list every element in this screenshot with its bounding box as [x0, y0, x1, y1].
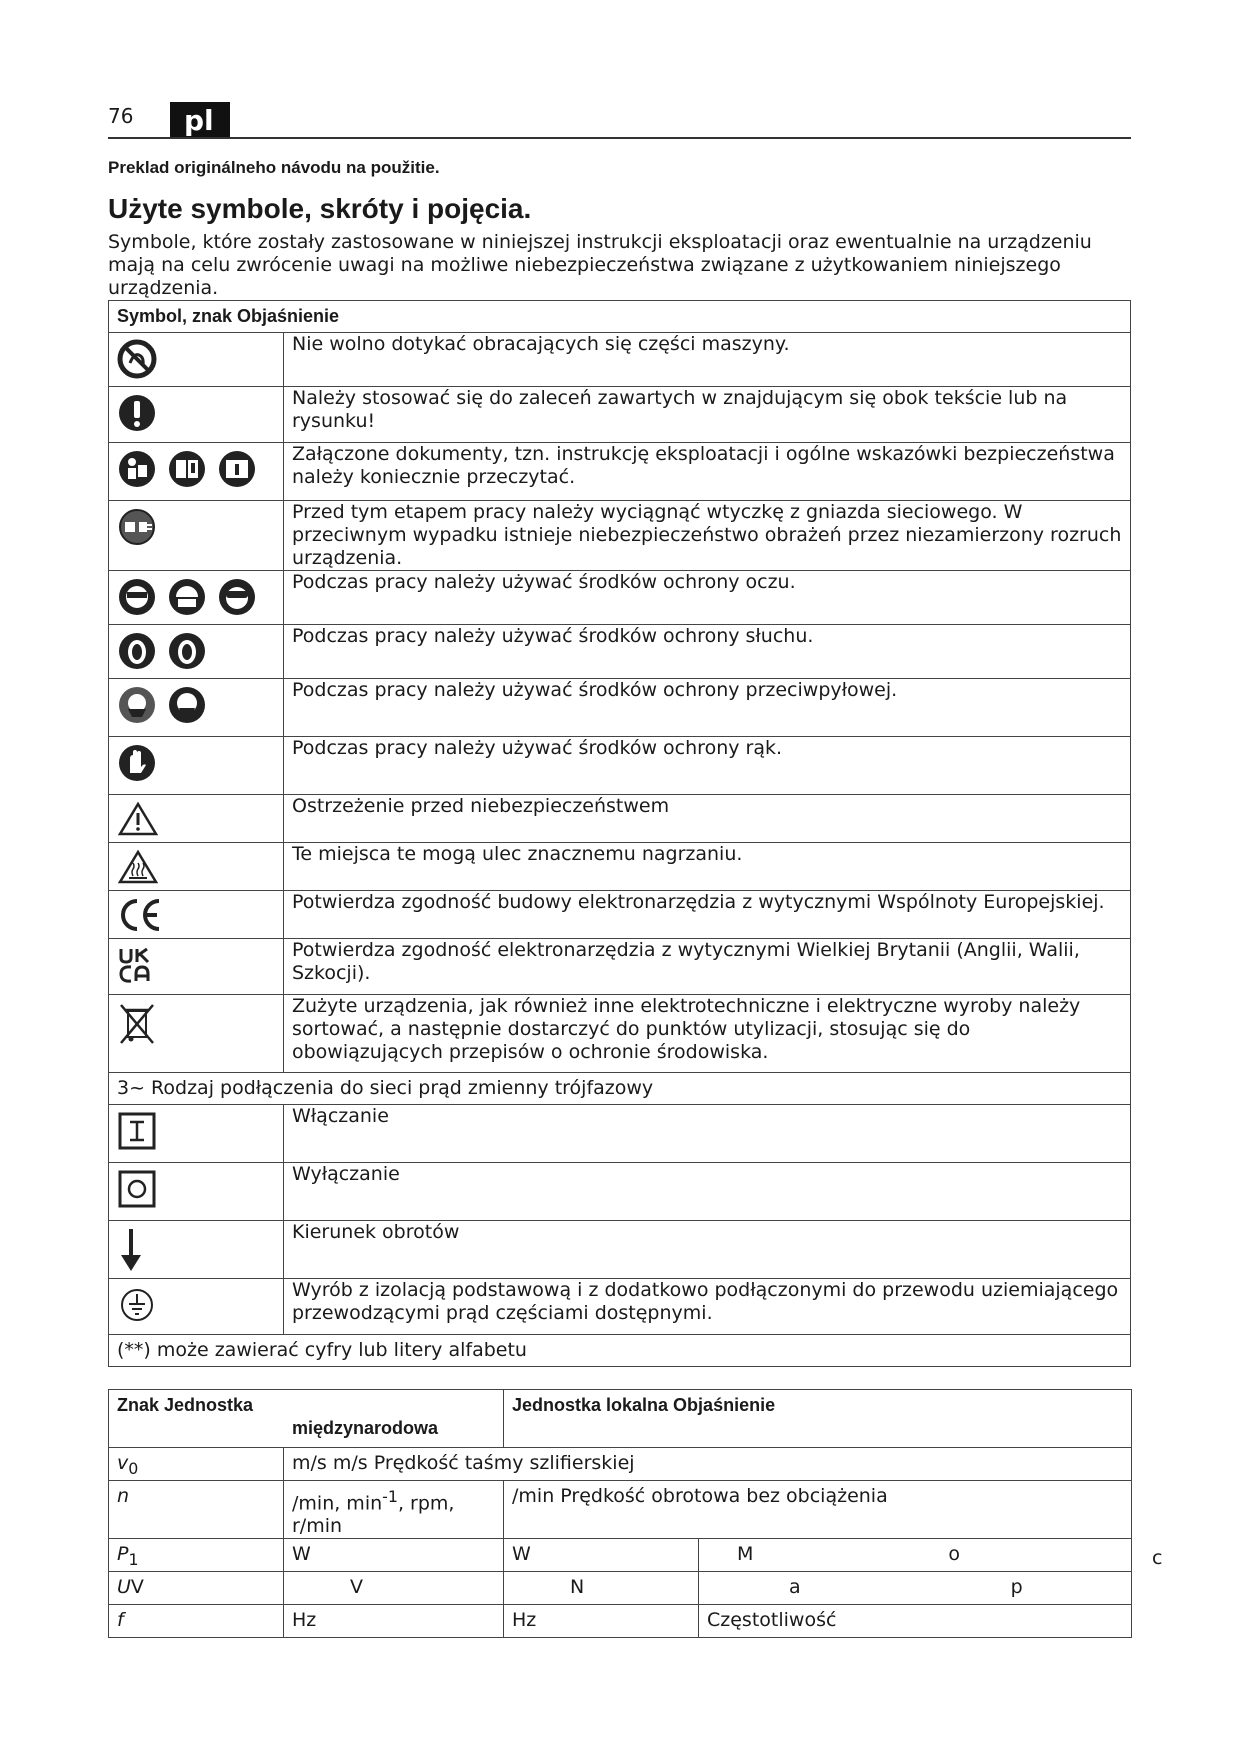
table-row: [109, 387, 1131, 443]
table-header-row: [109, 301, 1131, 333]
table-row: [109, 625, 1131, 679]
unplug-icon: [117, 507, 157, 547]
table-row: [109, 571, 1131, 625]
explanation: Częstotliwość: [699, 1605, 1132, 1638]
row-text: Te miejsca te mogą ulec znacznemu nagrzaniu.: [284, 843, 1131, 891]
unit-local: N: [570, 1576, 585, 1599]
row-text: Załączone dokumenty, tzn. instrukcję eksploatacji i ogólne wskazówki bezpieczeństwa należy koniecznie przeczytać.: [284, 443, 1131, 501]
row-text: Podczas pracy należy używać środków ochrony rąk.: [284, 737, 1131, 795]
respirator-icon: [167, 685, 207, 725]
rotation-arrow-icon: [117, 1227, 145, 1273]
document-note: Preklad originálneho návodu na použitie.: [108, 158, 440, 177]
unit-local: W: [504, 1539, 699, 1572]
table-row: [109, 333, 1131, 387]
fragment: p: [1010, 1576, 1023, 1599]
stray-fragment: c: [1152, 1547, 1163, 1569]
row-text: Włączanie: [284, 1105, 1131, 1163]
table-row: [109, 1605, 1132, 1638]
fragment: o: [948, 1543, 961, 1566]
hot-surface-icon: [117, 849, 159, 885]
power-off-icon: [117, 1169, 157, 1209]
table-row: [109, 1448, 1132, 1481]
row-text: Potwierdza zgodność elektronarzędzia z wytycznymi Wielkiej Brytanii (Anglii, Walii, Szkocji).: [284, 939, 1131, 995]
table-row: [109, 939, 1131, 995]
power-on-icon: [117, 1111, 157, 1151]
row-text: Podczas pracy należy używać środków ochrony przeciwpyłowej.: [284, 679, 1131, 737]
table-row: [109, 891, 1131, 939]
table-header-row: [109, 1390, 1132, 1448]
unit-sup: -1: [382, 1487, 398, 1506]
table-row: [109, 1163, 1131, 1221]
fragment: M: [737, 1543, 754, 1566]
symbol-n: n: [117, 1485, 130, 1507]
table-row: [109, 443, 1131, 501]
table-row: [109, 843, 1131, 891]
row-text: Podczas pracy należy używać środków ochrony słuchu.: [284, 625, 1131, 679]
unit-local: Hz: [504, 1605, 699, 1638]
intro-paragraph: Symbole, które zostały zastosowane w niniejszej instrukcji eksploatacji oraz ewentualnie na urządzeniu mają na celu zwrócenie uwagi na możliwe niebezpieczeństwa związane z użytkowaniem niniejszego urządzenia.: [108, 231, 1092, 299]
face-shield-icon: [117, 577, 157, 617]
table-row: [109, 1279, 1131, 1335]
symbol-v2: V: [130, 1576, 144, 1599]
symbol-f: f: [117, 1609, 124, 1632]
info-manual-icon: [217, 449, 257, 489]
row-text: Potwierdza zgodność budowy elektronarzędzia z wytycznymi Wspólnoty Europejskiej.: [284, 891, 1131, 939]
header-international: międzynarodowa: [292, 1418, 439, 1438]
units-table: [108, 1389, 1132, 1638]
earth-ground-icon: [117, 1285, 157, 1325]
row-text: Podczas pracy należy używać środków ochrony oczu.: [284, 571, 1131, 625]
section-title: Użyte symbole, skróty i pojęcia.: [108, 193, 532, 224]
footer-row: (**) może zawierać cyfry lub litery alfabetu: [109, 1335, 1131, 1367]
table-row: [109, 1481, 1132, 1539]
merged-cell: /min Prędkość obrotowa bez obciążenia: [504, 1481, 1132, 1539]
open-book-icon: [167, 449, 207, 489]
row-text: Nie wolno dotykać obracających się części maszyny.: [284, 333, 1131, 387]
language-badge: pl: [170, 102, 230, 138]
table-row: [109, 1572, 1132, 1605]
table-row: [109, 1073, 1131, 1105]
exclamation-icon: [117, 393, 157, 433]
header-sign-unit: Znak Jednostka: [117, 1395, 254, 1415]
dust-mask-icon: [117, 685, 157, 725]
row-text: Przed tym etapem pracy należy wyciągnąć wtyczkę z gniazda sieciowego. W przeciwnym wypadku istnieje niebezpieczeństwo obrażeń przez niezamierzony rozruch urządzenia.: [284, 501, 1131, 571]
row-text: Należy stosować się do zaleceń zawartych w znajdującym się obok tekście lub na rysunku!: [284, 387, 1131, 443]
table-row: [109, 501, 1131, 571]
unit-text: /min, min: [292, 1492, 383, 1515]
row-text: Kierunek obrotów: [284, 1221, 1131, 1279]
read-manual-icon: [117, 449, 157, 489]
fragment: a: [789, 1576, 801, 1599]
unit-intl: V: [350, 1576, 363, 1599]
three-phase-row: 3~ Rodzaj podłączenia do sieci prąd zmienny trójfazowy: [109, 1073, 1131, 1105]
ukca-mark-icon: [117, 945, 157, 985]
table-row: [109, 679, 1131, 737]
table-row: [109, 737, 1131, 795]
table-row: [109, 1335, 1131, 1367]
row-text: Wyłączanie: [284, 1163, 1131, 1221]
table-row: [109, 1539, 1132, 1572]
table-row: [109, 1105, 1131, 1163]
row-text: Ostrzeżenie przed niebezpieczeństwem: [284, 795, 1131, 843]
symbol-p: P: [117, 1543, 129, 1566]
helmet-visor-icon: [167, 577, 207, 617]
ear-muffs-icon: [167, 631, 207, 671]
table-row: [109, 995, 1131, 1073]
row-text: Wyrób z izolacją podstawową i z dodatkowo podłączonymi do przewodu uziemiającego przewodzącymi prąd częściami dostępnymi.: [284, 1279, 1131, 1335]
symbols-table: [108, 300, 1131, 1367]
gloves-icon: [117, 743, 157, 783]
goggles-icon: [217, 577, 257, 617]
table-row: [109, 1221, 1131, 1279]
symbol-u: U: [117, 1576, 131, 1599]
symbol-sub: 0: [128, 1458, 139, 1478]
no-touch-rotating-icon: [117, 339, 157, 379]
table-row: [109, 795, 1131, 843]
row-text: Zużyte urządzenia, jak również inne elektrotechniczne i elektryczne wyroby należy sortować, a następnie dostarczyć do punktów utylizacji, stosując się do obowiązujących przepisów o ochronie środowiska.: [284, 995, 1131, 1073]
ear-protection-icon: [117, 631, 157, 671]
symbol-v: v: [117, 1452, 129, 1474]
unit-text-cont: , rpm, r/min: [292, 1492, 455, 1538]
header-divider: [108, 137, 1131, 139]
page-number: 76: [108, 104, 134, 128]
ce-mark-icon: [117, 897, 165, 933]
table-header: Symbol, znak Objaśnienie: [109, 301, 1131, 333]
weee-bin-icon: [117, 1001, 157, 1047]
symbol-sub: 1: [128, 1550, 139, 1570]
unit-intl: Hz: [284, 1605, 504, 1638]
header-local-explanation: Jednostka lokalna Objaśnienie: [504, 1390, 1132, 1448]
warning-triangle-icon: [117, 801, 159, 837]
merged-cell: m/s m/s Prędkość taśmy szlifierskiej: [284, 1448, 1132, 1481]
unit-intl: W: [284, 1539, 504, 1572]
